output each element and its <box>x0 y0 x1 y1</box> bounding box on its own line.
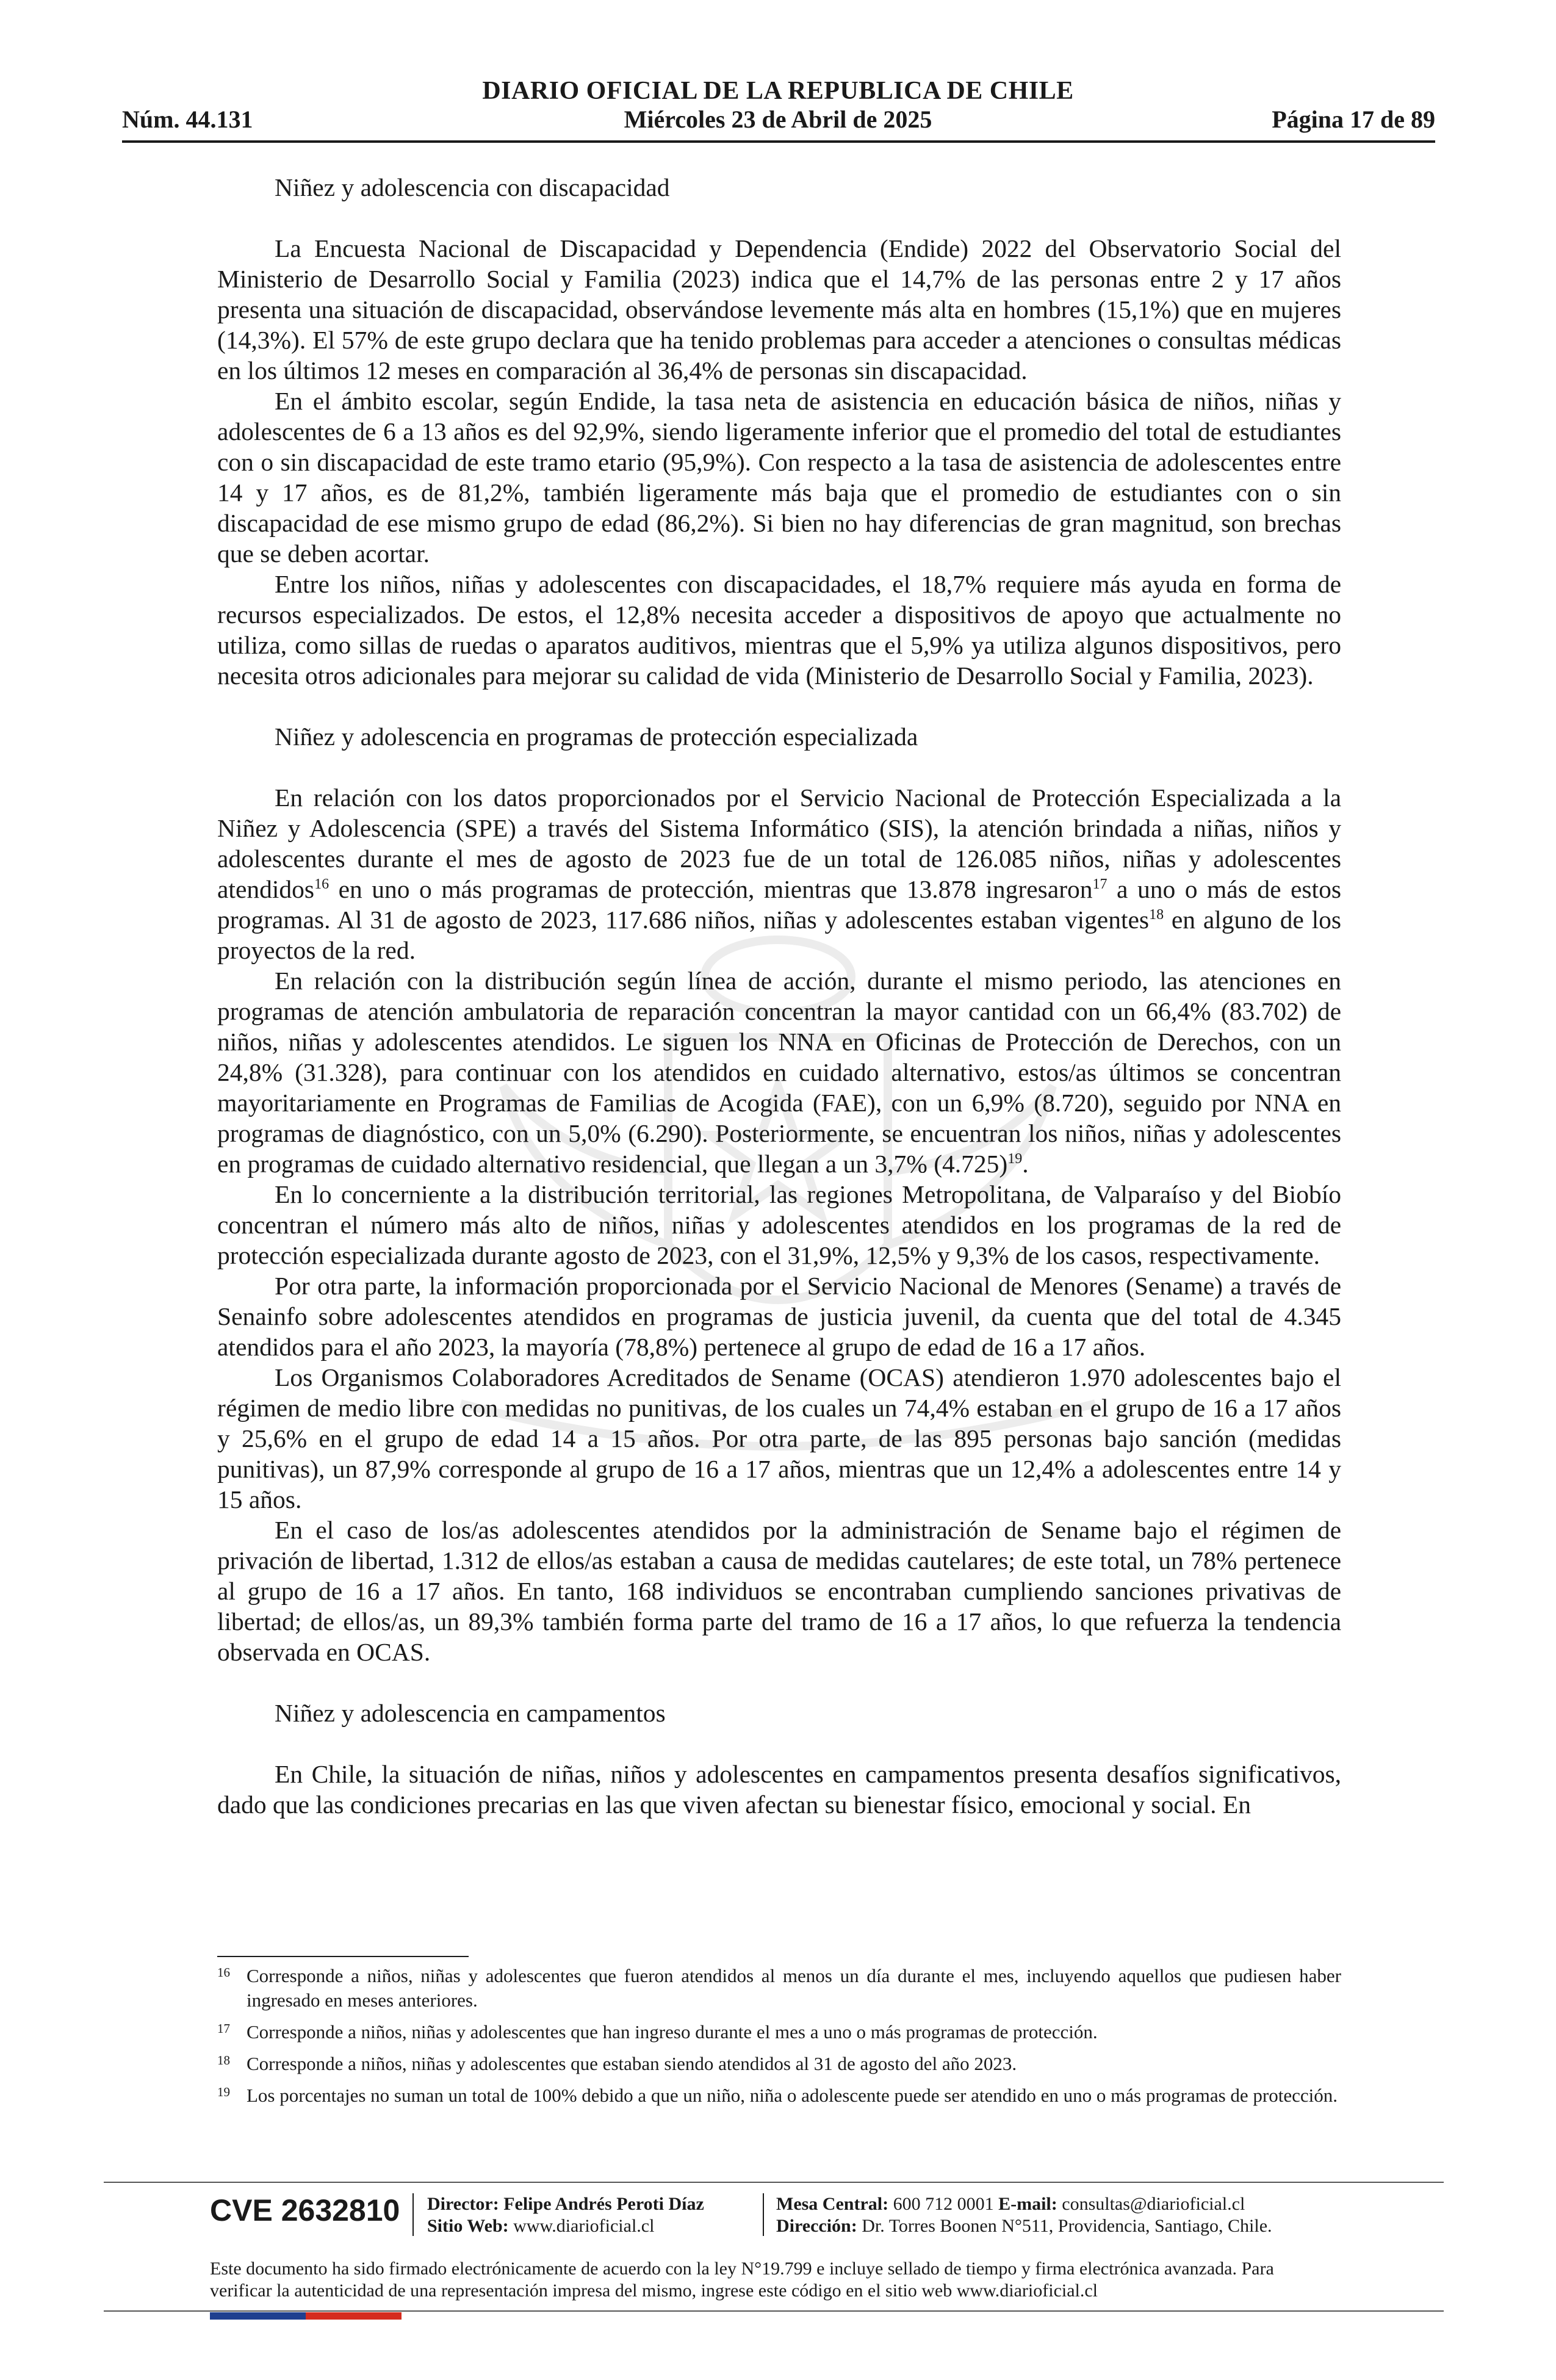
mesa-phone: 600 712 0001 <box>893 2194 994 2214</box>
signature-notice: Este documento ha sido firmado electrónicamente de acuerdo con la ley N°19.799 e incluye sellado de tiempo y firma electrónica avanzada. Para verificar la autenticidad de una representación impresa del mismo, ingrese este código en el sitio web www.diarioficial.cl <box>210 2259 1274 2301</box>
paragraph: En el ámbito escolar, según Endide, la tasa neta de asistencia en educación básica de niños, niñas y adolescentes de 6 a 13 años es del 92,9%, siendo ligeramente inferior que el promedio del total de estudiantes con o sin discapacidad de este tramo etario (95,9%). Con respecto a la tasa de asistencia de adolescentes entre 14 y 17 años, es de 81,2%, también ligeramente más baja que el promedio de estudiantes con o sin discapacidad de ese mismo grupo de edad (86,2%). Si bien no hay diferencias de gran magnitud, son brechas que se deben acortar. <box>217 387 1341 568</box>
paragraph: En lo concerniente a la distribución territorial, las regiones Metropolitana, de Valparaíso y del Biobío concentran el número más alto de niños, niñas y adolescentes atendidos en los programas de la red de protección especializada durante agosto de 2023, con el 31,9%, 12,5% y 9,3% de los casos, respectivamente. <box>217 1180 1341 1269</box>
paragraph <box>217 965 1341 1179</box>
email-link[interactable]: consultas@diarioficial.cl <box>1062 2194 1245 2214</box>
mesa-label: Mesa Central: <box>776 2194 889 2214</box>
text-run: En relación con los datos proporcionados por el Servicio Nacional de Protección Especializada a la Niñez y Adolescencia (SPE) a través del Sistema Informático (SIS), la atención brindada a niñas, niños y adolescentes durante el mes de agosto de 2023 fue de un total de 126.085 niños, niñas y adolescentes atendidos <box>217 784 1341 903</box>
paragraph: La Encuesta Nacional de Discapacidad y Dependencia (Endide) 2022 del Observatorio Social del Ministerio de Desarrollo Social y Familia (2023) indica que el 14,7% de las personas entre 2 y 17 años presenta una situación de discapacidad, observándose levemente más alta en hombres (15,1%) que en mujeres (14,3%). El 57% de este grupo declara que ha tenido problemas para acceder a atenciones o consultas médicas en los últimos 12 meses en comparación al 36,4% de personas sin discapacidad. <box>217 234 1341 384</box>
section-heading: Niñez y adolescencia en campamentos <box>275 1699 666 1727</box>
footnote-text: Los porcentajes no suman un total de 100% debido a que un niño, niña o adolescente puede ser atendido en uno o más programas de protección. <box>247 2085 1338 2106</box>
body-content <box>217 172 1341 1820</box>
page-number: Página 17 de 89 <box>1272 106 1435 133</box>
site-link[interactable]: www.diarioficial.cl <box>513 2216 655 2236</box>
footer-separator <box>412 2193 414 2236</box>
footnote <box>217 2083 1341 2108</box>
cve-code: CVE 2632810 <box>210 2193 400 2227</box>
footnotes <box>217 1964 1341 2115</box>
address-value: Dr. Torres Boonen N°511, Providencia, Santiago, Chile. <box>862 2216 1272 2236</box>
footer-bottom-divider <box>104 2310 1444 2312</box>
footnote-number: 16 <box>217 1965 230 1980</box>
paragraph <box>217 782 1341 965</box>
director-name: Felipe Andrés Peroti Díaz <box>503 2194 704 2214</box>
text-run: . <box>1022 1150 1029 1178</box>
footer-divider <box>104 2182 1444 2183</box>
footnote-ref[interactable]: 16 <box>314 876 330 893</box>
director-info <box>427 2193 704 2237</box>
issue-date: Miércoles 23 de Abril de 2025 <box>624 106 932 133</box>
footnote <box>217 2020 1341 2044</box>
address-label: Dirección: <box>776 2216 857 2236</box>
section-heading: Niñez y adolescencia con discapacidad <box>275 173 670 201</box>
footnote-text: Corresponde a niños, niñas y adolescentes que han ingreso durante el mes a uno o más programas de protección. <box>247 2021 1098 2043</box>
text-run: en uno o más programas de protección, mientras que 13.878 ingresaron <box>329 875 1093 903</box>
footnote-number: 19 <box>217 2085 230 2099</box>
email-label: E-mail: <box>998 2194 1057 2214</box>
footnote-text: Corresponde a niños, niñas y adolescentes que fueron atendidos al menos un día durante el mes, incluyendo aquellos que pudiesen haber ingresado en meses anteriores. <box>247 1965 1341 2011</box>
header-divider <box>122 140 1435 143</box>
text-run: en alguno de los proyectos de la red. <box>217 906 1341 964</box>
newspaper-title: DIARIO OFICIAL DE LA REPUBLICA DE CHILE <box>482 77 1074 105</box>
paragraph: En el caso de los/as adolescentes atendidos por la administración de Sename bajo el régimen de privación de libertad, 1.312 de ellos/as estaban a causa de medidas cautelares; de este total, un 78% pertenece al grupo de 16 a 17 años. En tanto, 168 individuos se encontraban cumpliendo sanciones privativas de libertad; de ellos/as, un 89,3% también forma parte del tramo de 16 a 17 años, lo que refuerza la tendencia observada en OCAS. <box>217 1516 1341 1666</box>
contact-info <box>776 2193 1272 2237</box>
paragraph: En Chile, la situación de niñas, niños y adolescentes en campamentos presenta desafíos significativos, dado que las condiciones precarias en las que viven afectan su bienestar físico, emocional y social. En <box>217 1760 1341 1819</box>
footnote <box>217 2052 1341 2076</box>
site-label: Sitio Web: <box>427 2216 509 2236</box>
paragraph: Entre los niños, niñas y adolescentes con discapacidades, el 18,7% requiere más ayuda en forma de recursos especializados. De estos, el 12,8% necesita acceder a dispositivos de apoyo que actualmente no utiliza, como sillas de ruedas o aparatos auditivos, mientras que el 5,9% ya utiliza algunos dispositivos, pero necesita otros adicionales para mejorar su calidad de vida (Ministerio de Desarrollo Social y Familia, 2023). <box>217 570 1341 690</box>
footnote-divider <box>217 1956 469 1957</box>
paragraph: Los Organismos Colaboradores Acreditados de Sename (OCAS) atendieron 1.970 adolescentes bajo el régimen de medio libre con medidas no punitivas, de los cuales un 74,4% estaban en el grupo de 16 a 17 años y 25,6% en el grupo de edad 14 a 15 años. Por otra parte, de las 895 personas bajo sanción (medidas punitivas), un 87,9% corresponde al grupo de 16 a 17 años, mientras que un 12,4% a adolescentes entre 14 y 15 años. <box>217 1363 1341 1513</box>
flag-blue-band <box>210 2312 306 2320</box>
flag-red-band <box>306 2312 402 2320</box>
footnote-number: 18 <box>217 2053 230 2068</box>
flag-stripe <box>210 2312 402 2320</box>
footnote <box>217 1964 1341 2013</box>
footnote-ref[interactable]: 17 <box>1092 876 1108 893</box>
footer-separator <box>763 2193 764 2236</box>
director-label: Director: <box>427 2194 499 2214</box>
footnote-text: Corresponde a niños, niñas y adolescentes que estaban siendo atendidos al 31 de agosto del año 2023. <box>247 2053 1017 2074</box>
section-heading: Niñez y adolescencia en programas de protección especializada <box>275 723 918 751</box>
footnote-number: 17 <box>217 2021 230 2036</box>
text-run: En relación con la distribución según línea de acción, durante el mismo periodo, las atenciones en programas de atención ambulatoria de reparación concentran la mayor cantidad con un 66,4% (83.702) de niños, niñas y adolescentes atendidos. Le siguen los NNA en Oficinas de Protección de Derechos, con un 24,8% (31.328), para continuar con los atendidos en cuidado alternativo, estos/as últimos se concentran mayoritariamente en Programas de Familias de Acogida (FAE), con un 6,9% (8.720), seguido por NNA en programas de diagnóstico, con un 5,0% (6.290). Posteriormente, se encuentran los niños, niñas y adolescentes en programas de cuidado alternativo residencial, que llegan a un 3,7% (4.725) <box>217 967 1341 1178</box>
footnote-ref[interactable]: 19 <box>1007 1151 1023 1167</box>
text-run: a uno o más de estos programas. Al 31 de agosto de 2023, 117.686 niños, niñas y adolescentes estaban vigentes <box>217 875 1341 934</box>
issue-number: Núm. 44.131 <box>122 106 253 133</box>
paragraph: Por otra parte, la información proporcionada por el Servicio Nacional de Menores (Sename) a través de Senainfo sobre adolescentes atendidos en programas de justicia juvenil, da cuenta que del total de 4.345 atendidos para el año 2023, la mayoría (78,8%) pertenece al grupo de edad de 16 a 17 años. <box>217 1272 1341 1361</box>
footnote-ref[interactable]: 18 <box>1149 907 1164 923</box>
